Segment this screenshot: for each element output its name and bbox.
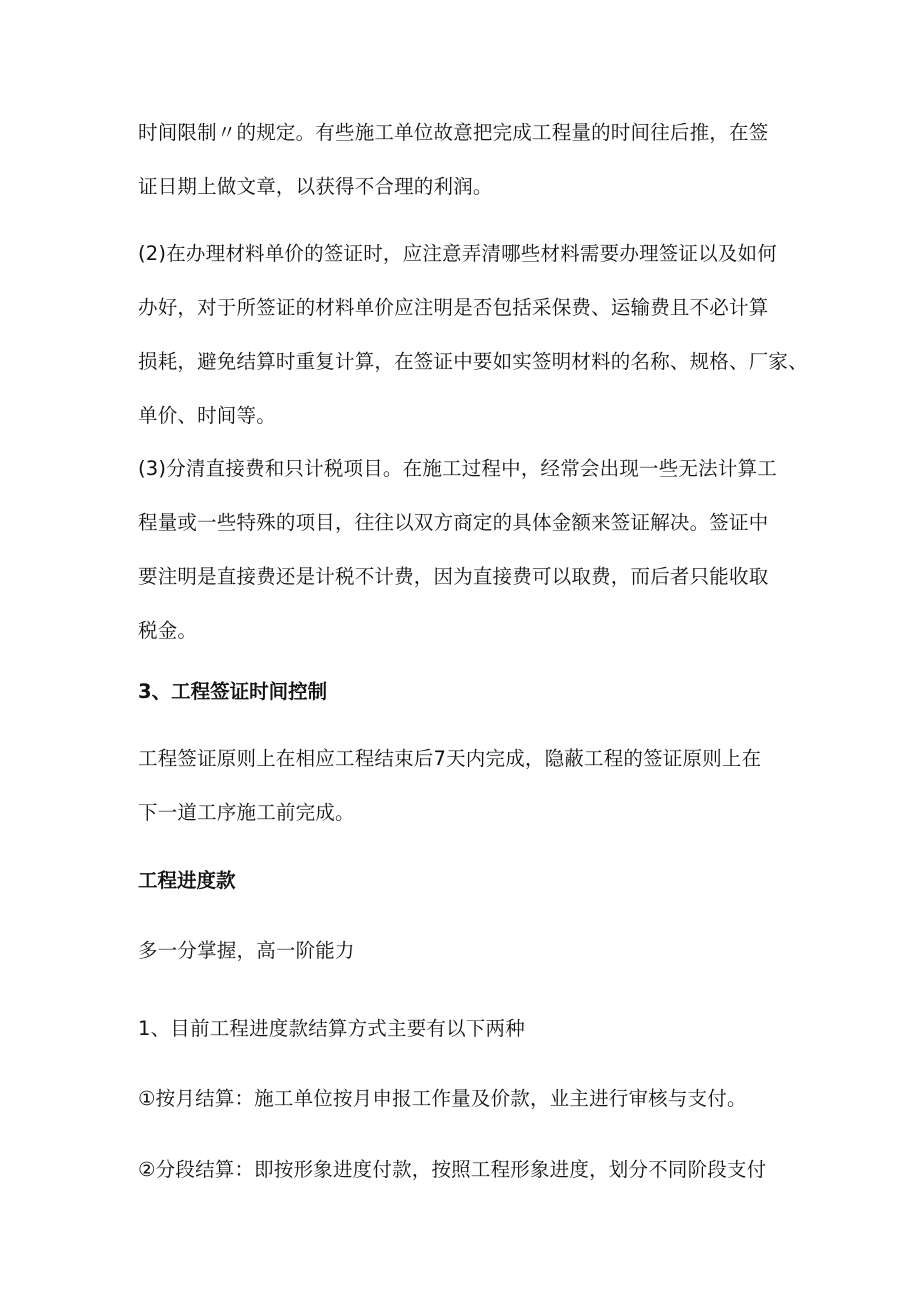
text-line: 程量或一些特殊的项目，往往以双方商定的具体金额来签证解决。签证中 (138, 511, 769, 534)
text-line: 损耗，避免结算时重复计算，在签证中要如实签明材料的名称、规格、厂家、 (138, 350, 808, 373)
heading-progress-payment: 工程进度款 (138, 869, 236, 892)
paragraph-staged-settlement (138, 1143, 798, 1197)
text-line: 下一道工序施工前完成。 (138, 801, 355, 824)
section-heading (138, 854, 798, 908)
text-line: 办好，对于所签证的材料单价应注明是否包括采保费、运输费且不必计算 (138, 296, 769, 319)
paragraph-slogan (138, 924, 798, 978)
section-heading (138, 665, 798, 719)
paragraph-settlement-methods (138, 1002, 798, 1056)
paragraph-material-unit-price (138, 227, 808, 443)
text-line: ②分段结算：即按形象进度付款，按照工程形象进度，划分不同阶段支付 (138, 1158, 767, 1181)
text-line: 单价、时间等。 (138, 404, 276, 427)
text-line: 证日期上做文章，以获得不合理的利润。 (138, 175, 493, 198)
text-line: (3)分清直接费和只计税项目。在施工过程中，经常会出现一些无法计算工 (138, 457, 777, 480)
heading-signing-time-control: 3、工程签证时间控制 (138, 680, 328, 703)
text-line: 工程签证原则上在相应工程结束后7天内完成，隐蔽工程的签证原则上在 (138, 747, 762, 770)
paragraph-direct-cost (138, 442, 798, 658)
text-line: 要注明是直接费还是计税不计费，因为直接费可以取费，而后者只能收取 (138, 565, 769, 588)
text-line: ①按月结算：施工单位按月申报工作量及价款，业主进行审核与支付。 (138, 1087, 747, 1110)
paragraph-signing-deadline (138, 732, 798, 840)
text-line: 税金。 (138, 619, 198, 642)
paragraph-signing-time-limit (138, 106, 798, 214)
text-line: 1、目前工程进度款结算方式主要有以下两种 (138, 1017, 525, 1040)
text-line: 时间限制〃的规定。有些施工单位故意把完成工程量的时间往后推，在签 (138, 121, 769, 144)
paragraph-monthly-settlement (138, 1072, 798, 1126)
text-line: 多一分掌握，高一阶能力 (138, 939, 355, 962)
text-line: (2)在办理材料单价的签证时，应注意弄清哪些材料需要办理签证以及如何 (138, 242, 777, 265)
